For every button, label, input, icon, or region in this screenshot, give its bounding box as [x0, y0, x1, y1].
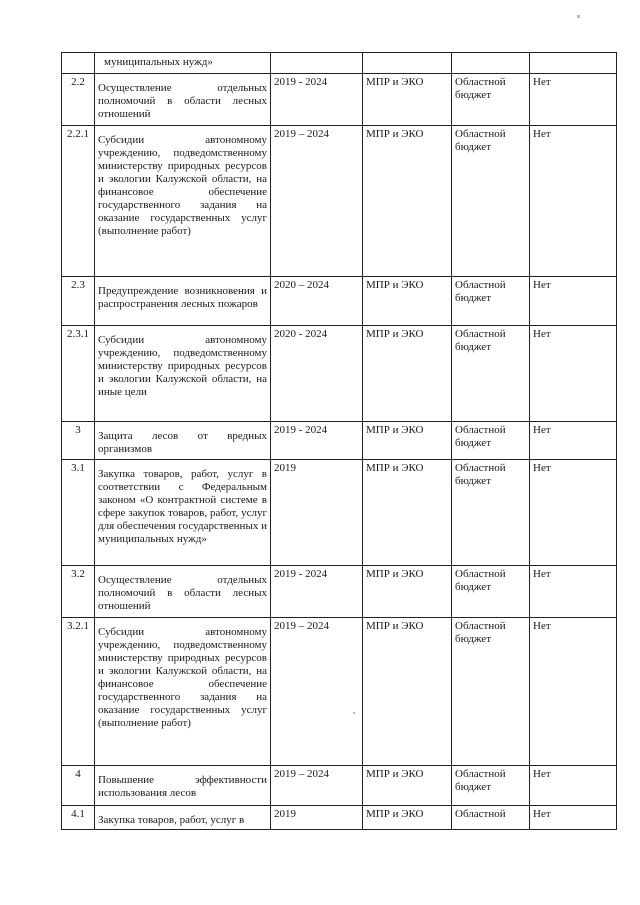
cell-period: 2019 - 2024	[271, 422, 363, 460]
cell-executor: МПР и ЭКО	[363, 277, 452, 326]
cell-period: 2019 – 2024	[271, 618, 363, 766]
cell-number: 2.2.1	[62, 126, 95, 277]
cell-executor: МПР и ЭКО	[363, 806, 452, 830]
table-row	[62, 566, 617, 618]
cell-activity-name: муниципальных нужд»	[95, 53, 271, 74]
cell-flag: Нет	[530, 326, 617, 422]
cell-number: 2.3	[62, 277, 95, 326]
table-row	[62, 460, 617, 566]
cell-flag: Нет	[530, 74, 617, 126]
cell-flag: Нет	[530, 422, 617, 460]
cell-period: 2019 - 2024	[271, 566, 363, 618]
cell-flag: Нет	[530, 766, 617, 806]
cell-executor: МПР и ЭКО	[363, 566, 452, 618]
cell-period: 2019 – 2024	[271, 126, 363, 277]
cell-funding-source: Областной бюджет	[452, 277, 530, 326]
table-row	[62, 277, 617, 326]
cell-number: 4	[62, 766, 95, 806]
cell-funding-source: Областной бюджет	[452, 74, 530, 126]
cell-activity-name: Осуществление отдельных полномочий в области лесных отношений	[95, 74, 271, 126]
cell-period: 2020 - 2024	[271, 326, 363, 422]
cell-funding-source: Областной бюджет	[452, 618, 530, 766]
cell-funding-source: Областной бюджет	[452, 422, 530, 460]
cell-executor: МПР и ЭКО	[363, 326, 452, 422]
cell-activity-name: Осуществление отдельных полномочий в области лесных отношений	[95, 566, 271, 618]
cell-executor: МПР и ЭКО	[363, 126, 452, 277]
scan-speck	[353, 712, 355, 714]
cell-activity-name: Повышение эффективности использования лесов	[95, 766, 271, 806]
cell-executor: МПР и ЭКО	[363, 460, 452, 566]
cell-activity-name: Защита лесов от вредных организмов	[95, 422, 271, 460]
cell-flag: Нет	[530, 460, 617, 566]
cell-number: 2.3.1	[62, 326, 95, 422]
cell-activity-name: Закупка товаров, работ, услуг в	[95, 806, 271, 830]
cell-number: 2.2	[62, 74, 95, 126]
cell-number: 3.2.1	[62, 618, 95, 766]
cell-flag: Нет	[530, 618, 617, 766]
cell-executor: МПР и ЭКО	[363, 422, 452, 460]
program-activities-table	[61, 52, 617, 830]
cell-flag: Нет	[530, 126, 617, 277]
cell-number: 3.1	[62, 460, 95, 566]
cell-activity-name: Субсидии автономному учреждению, подведомственному министерству природных ресурсов и экологии Калужской области, на финансовое обеспечение государственного задания на оказание государственных услуг (выполнение работ)	[95, 126, 271, 277]
cell-executor: МПР и ЭКО	[363, 766, 452, 806]
cell-flag: Нет	[530, 566, 617, 618]
cell-flag	[530, 53, 617, 74]
cell-executor: МПР и ЭКО	[363, 74, 452, 126]
cell-activity-name: Субсидии автономному учреждению, подведомственному министерству природных ресурсов и экологии Калужской области, на иные цели	[95, 326, 271, 422]
cell-number: 3	[62, 422, 95, 460]
cell-funding-source: Областной бюджет	[452, 460, 530, 566]
cell-funding-source: Областной	[452, 806, 530, 830]
cell-number	[62, 53, 95, 74]
cell-flag: Нет	[530, 277, 617, 326]
cell-funding-source: Областной бюджет	[452, 126, 530, 277]
cell-flag: Нет	[530, 806, 617, 830]
cell-funding-source: Областной бюджет	[452, 566, 530, 618]
cell-period: 2019 - 2024	[271, 74, 363, 126]
cell-funding-source	[452, 53, 530, 74]
table-row	[62, 74, 617, 126]
table-row	[62, 326, 617, 422]
table-row	[62, 126, 617, 277]
cell-funding-source: Областной бюджет	[452, 766, 530, 806]
cell-activity-name: Субсидии автономному учреждению, подведомственному министерству природных ресурсов и экологии Калужской области, на финансовое обеспечение государственного задания на оказание государственных услуг (выполнение работ)	[95, 618, 271, 766]
cell-activity-name: Закупка товаров, работ, услуг в соответствии с Федеральным законом «О контрактной системе в сфере закупок товаров, работ, услуг для обеспечения государственных и муниципальных нужд»	[95, 460, 271, 566]
cell-executor: МПР и ЭКО	[363, 618, 452, 766]
cell-number: 4.1	[62, 806, 95, 830]
scan-speck	[577, 15, 580, 18]
cell-period: 2019 – 2024	[271, 766, 363, 806]
table-row	[62, 766, 617, 806]
table-row	[62, 806, 617, 830]
table-row	[62, 422, 617, 460]
cell-period: 2019	[271, 460, 363, 566]
cell-activity-name: Предупреждение возникновения и распространения лесных пожаров	[95, 277, 271, 326]
table-row	[62, 53, 617, 74]
cell-number: 3.2	[62, 566, 95, 618]
cell-period: 2019	[271, 806, 363, 830]
cell-funding-source: Областной бюджет	[452, 326, 530, 422]
table-row	[62, 618, 617, 766]
cell-period	[271, 53, 363, 74]
cell-period: 2020 – 2024	[271, 277, 363, 326]
cell-executor	[363, 53, 452, 74]
